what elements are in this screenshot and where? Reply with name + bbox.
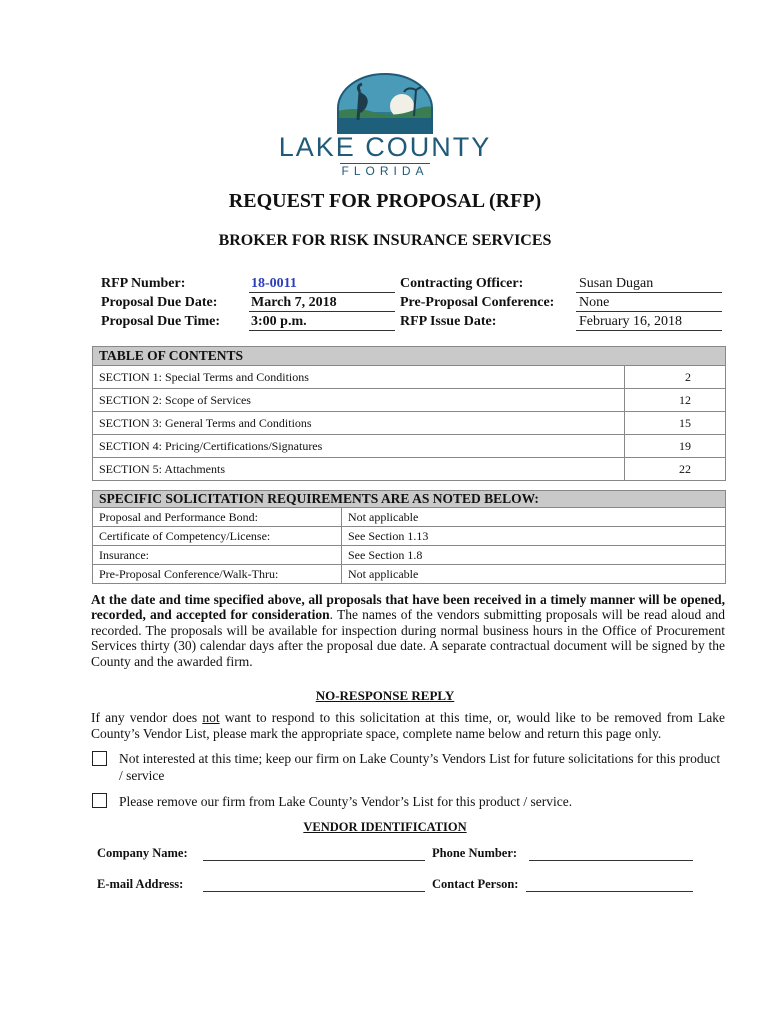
toc-page: 2 [625,366,726,389]
requirement-item: Certificate of Competency/License: [93,527,342,546]
issue-date-value: February 16, 2018 [576,313,722,331]
toc-heading: TABLE OF CONTENTS [93,347,726,366]
requirement-item: Insurance: [93,546,342,565]
requirement-item: Pre-Proposal Conference/Walk-Thru: [93,565,342,584]
contact-person-label: Contact Person: [432,877,519,891]
contact-person-field[interactable] [526,891,693,892]
toc-page: 22 [625,458,726,481]
due-time-value: 3:00 p.m. [249,313,395,331]
toc-section: SECTION 1: Special Terms and Conditions [93,366,625,389]
not-interested-checkbox[interactable] [92,751,107,766]
toc-row [93,412,726,435]
no-response-heading: NO-RESPONSE REPLY [315,688,455,703]
toc-page: 19 [625,435,726,458]
pre-proposal-conference-value: None [576,294,722,312]
logo-subtitle: FLORIDA [341,164,429,178]
issue-date-label: RFP Issue Date: [400,314,497,329]
toc-row [93,435,726,458]
vendor-identification-heading: VENDOR IDENTIFICATION [303,820,467,834]
toc-row [93,366,726,389]
company-name-field[interactable] [203,860,425,861]
requirement-value: Not applicable [342,565,726,584]
document-title: REQUEST FOR PROPOSAL (RFP) [228,190,542,212]
opening-notice-rest: . The names of the vendors submitting proposals will be read aloud and recorded. The proposals will be available for inspection during normal business hours in the Office of Procurement Services thirty (30) calendar days after the proposal due date. A separate contractual document will be signed by the County and the awarded firm. [91,607,725,669]
opening-notice-bold: At the date and time specified above, all proposals that have been received in a timely manner will be opened, recorded, and accepted for consideration [91,592,725,623]
logo-title: LAKE COUNTY [278,132,492,162]
email-address-field[interactable] [203,891,425,892]
rfp-number-value: 18-0011 [249,275,395,293]
contracting-officer-label: Contracting Officer: [400,276,524,291]
requirement-value: See Section 1.13 [342,527,726,546]
table-of-contents [92,346,726,481]
toc-section: SECTION 4: Pricing/Certifications/Signatures [93,435,625,458]
toc-page: 12 [625,389,726,412]
pre-proposal-conference-label: Pre-Proposal Conference: [400,295,555,310]
table-row [93,565,726,584]
toc-row [93,458,726,481]
intro-not: not [202,710,220,725]
lake-county-logo [334,72,436,134]
document-subtitle: BROKER FOR RISK INSURANCE SERVICES [218,232,552,249]
toc-page: 15 [625,412,726,435]
no-response-intro [91,710,725,742]
company-name-label: Company Name: [97,846,188,860]
remove-firm-checkbox[interactable] [92,793,107,808]
toc-section: SECTION 2: Scope of Services [93,389,625,412]
toc-section: SECTION 3: General Terms and Conditions [93,412,625,435]
table-row [93,527,726,546]
rfp-number-label: RFP Number: [101,276,186,291]
email-address-label: E-mail Address: [97,877,184,891]
table-row [93,508,726,527]
requirement-item: Proposal and Performance Bond: [93,508,342,527]
due-date-label: Proposal Due Date: [101,295,218,310]
contracting-officer-value: Susan Dugan [576,275,722,293]
due-date-value: March 7, 2018 [249,294,395,312]
not-interested-option: Not interested at this time; keep our firm on Lake County’s Vendors List for future solicitations for this product / service [119,751,721,783]
requirement-value: Not applicable [342,508,726,527]
table-row [93,546,726,565]
requirements-table [92,490,726,584]
intro-text: If any vendor does [91,710,203,725]
requirements-heading: SPECIFIC SOLICITATION REQUIREMENTS ARE AS NOTED BELOW: [93,491,726,508]
due-time-label: Proposal Due Time: [101,314,221,329]
phone-number-label: Phone Number: [432,846,518,860]
remove-firm-option: Please remove our firm from Lake County’s Vendor’s List for this product / service. [119,794,573,809]
toc-section: SECTION 5: Attachments [93,458,625,481]
opening-notice [91,592,725,669]
requirement-value: See Section 1.8 [342,546,726,565]
phone-number-field[interactable] [529,860,693,861]
intro-text-cont: want to respond to this solicitation at this time, or, would like to be removed from Lake County’s Vendor List, please mark the appropriate space, complete name below and return this page only. [91,710,726,741]
toc-row [93,389,726,412]
